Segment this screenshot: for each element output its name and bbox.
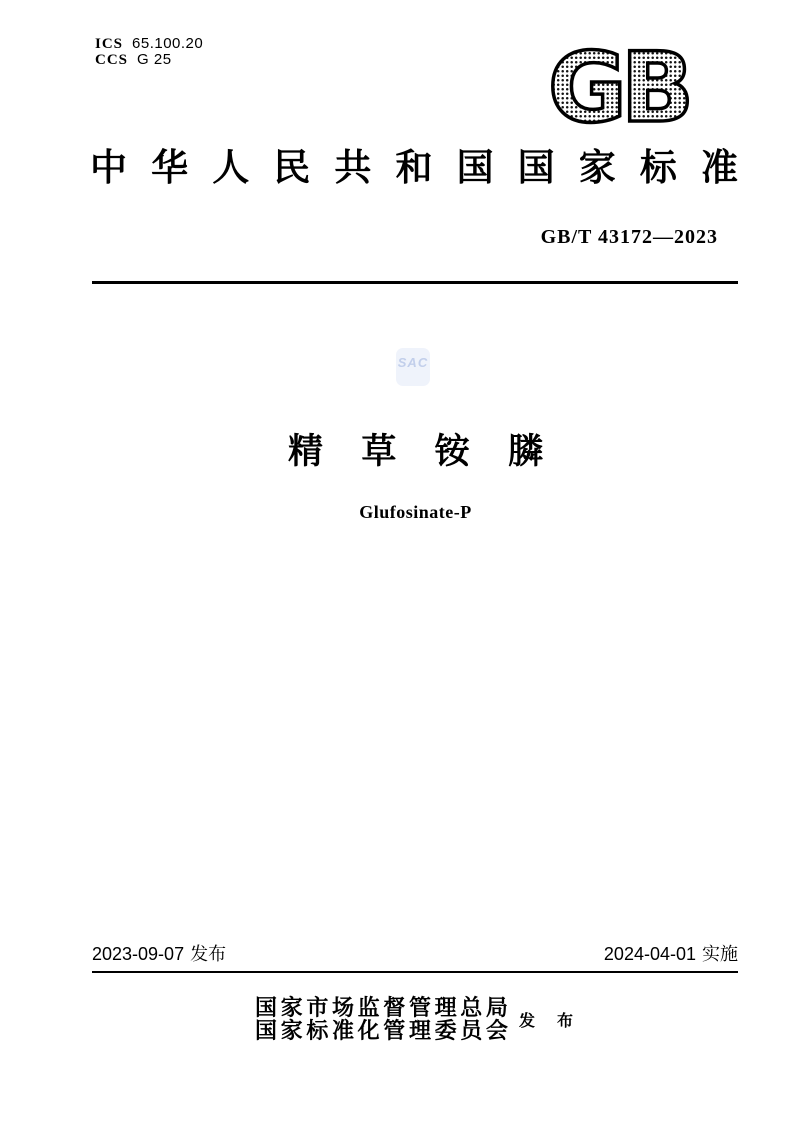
sac-watermark-text: SAC bbox=[397, 355, 429, 370]
document-title-cn: 精 草 铵 膦 bbox=[288, 432, 543, 471]
issue-date-group bbox=[92, 943, 226, 965]
national-standard-heading: 中 华 人 民 共 和 国 国 家 标 准 bbox=[90, 148, 738, 189]
ccs-code-row bbox=[95, 52, 203, 68]
footer-rule bbox=[92, 971, 738, 973]
gb-logo-text: GB bbox=[548, 42, 688, 130]
ics-code-row bbox=[95, 36, 203, 52]
dates-row bbox=[92, 943, 738, 965]
implementation-date: 2024-04-01 bbox=[603, 944, 696, 964]
publish-label: 发 布 bbox=[519, 1012, 573, 1030]
issuer-sac: 国 家 标 准 化 管 理 委 员 会 bbox=[255, 1018, 508, 1043]
ccs-label: CCS bbox=[95, 52, 129, 68]
ccs-value: G 25 bbox=[137, 51, 172, 68]
classification-codes bbox=[95, 36, 203, 68]
document-title-en: Glufosinate-P bbox=[359, 502, 472, 522]
gb-logo bbox=[538, 42, 698, 130]
header-rule bbox=[92, 281, 738, 284]
sac-watermark bbox=[396, 348, 430, 386]
ics-value: 65.100.20 bbox=[132, 35, 204, 52]
implementation-date-group bbox=[604, 943, 738, 965]
issuer-samr: 国 家 市 场 监 督 管 理 总 局 bbox=[255, 995, 508, 1020]
implementation-date-label: 实施 bbox=[702, 944, 738, 964]
issue-date: 2023-09-07 bbox=[92, 944, 185, 964]
standard-number: GB/T 43172—2023 bbox=[540, 226, 718, 248]
ics-label: ICS bbox=[95, 36, 124, 52]
issue-date-label: 发布 bbox=[190, 944, 227, 964]
